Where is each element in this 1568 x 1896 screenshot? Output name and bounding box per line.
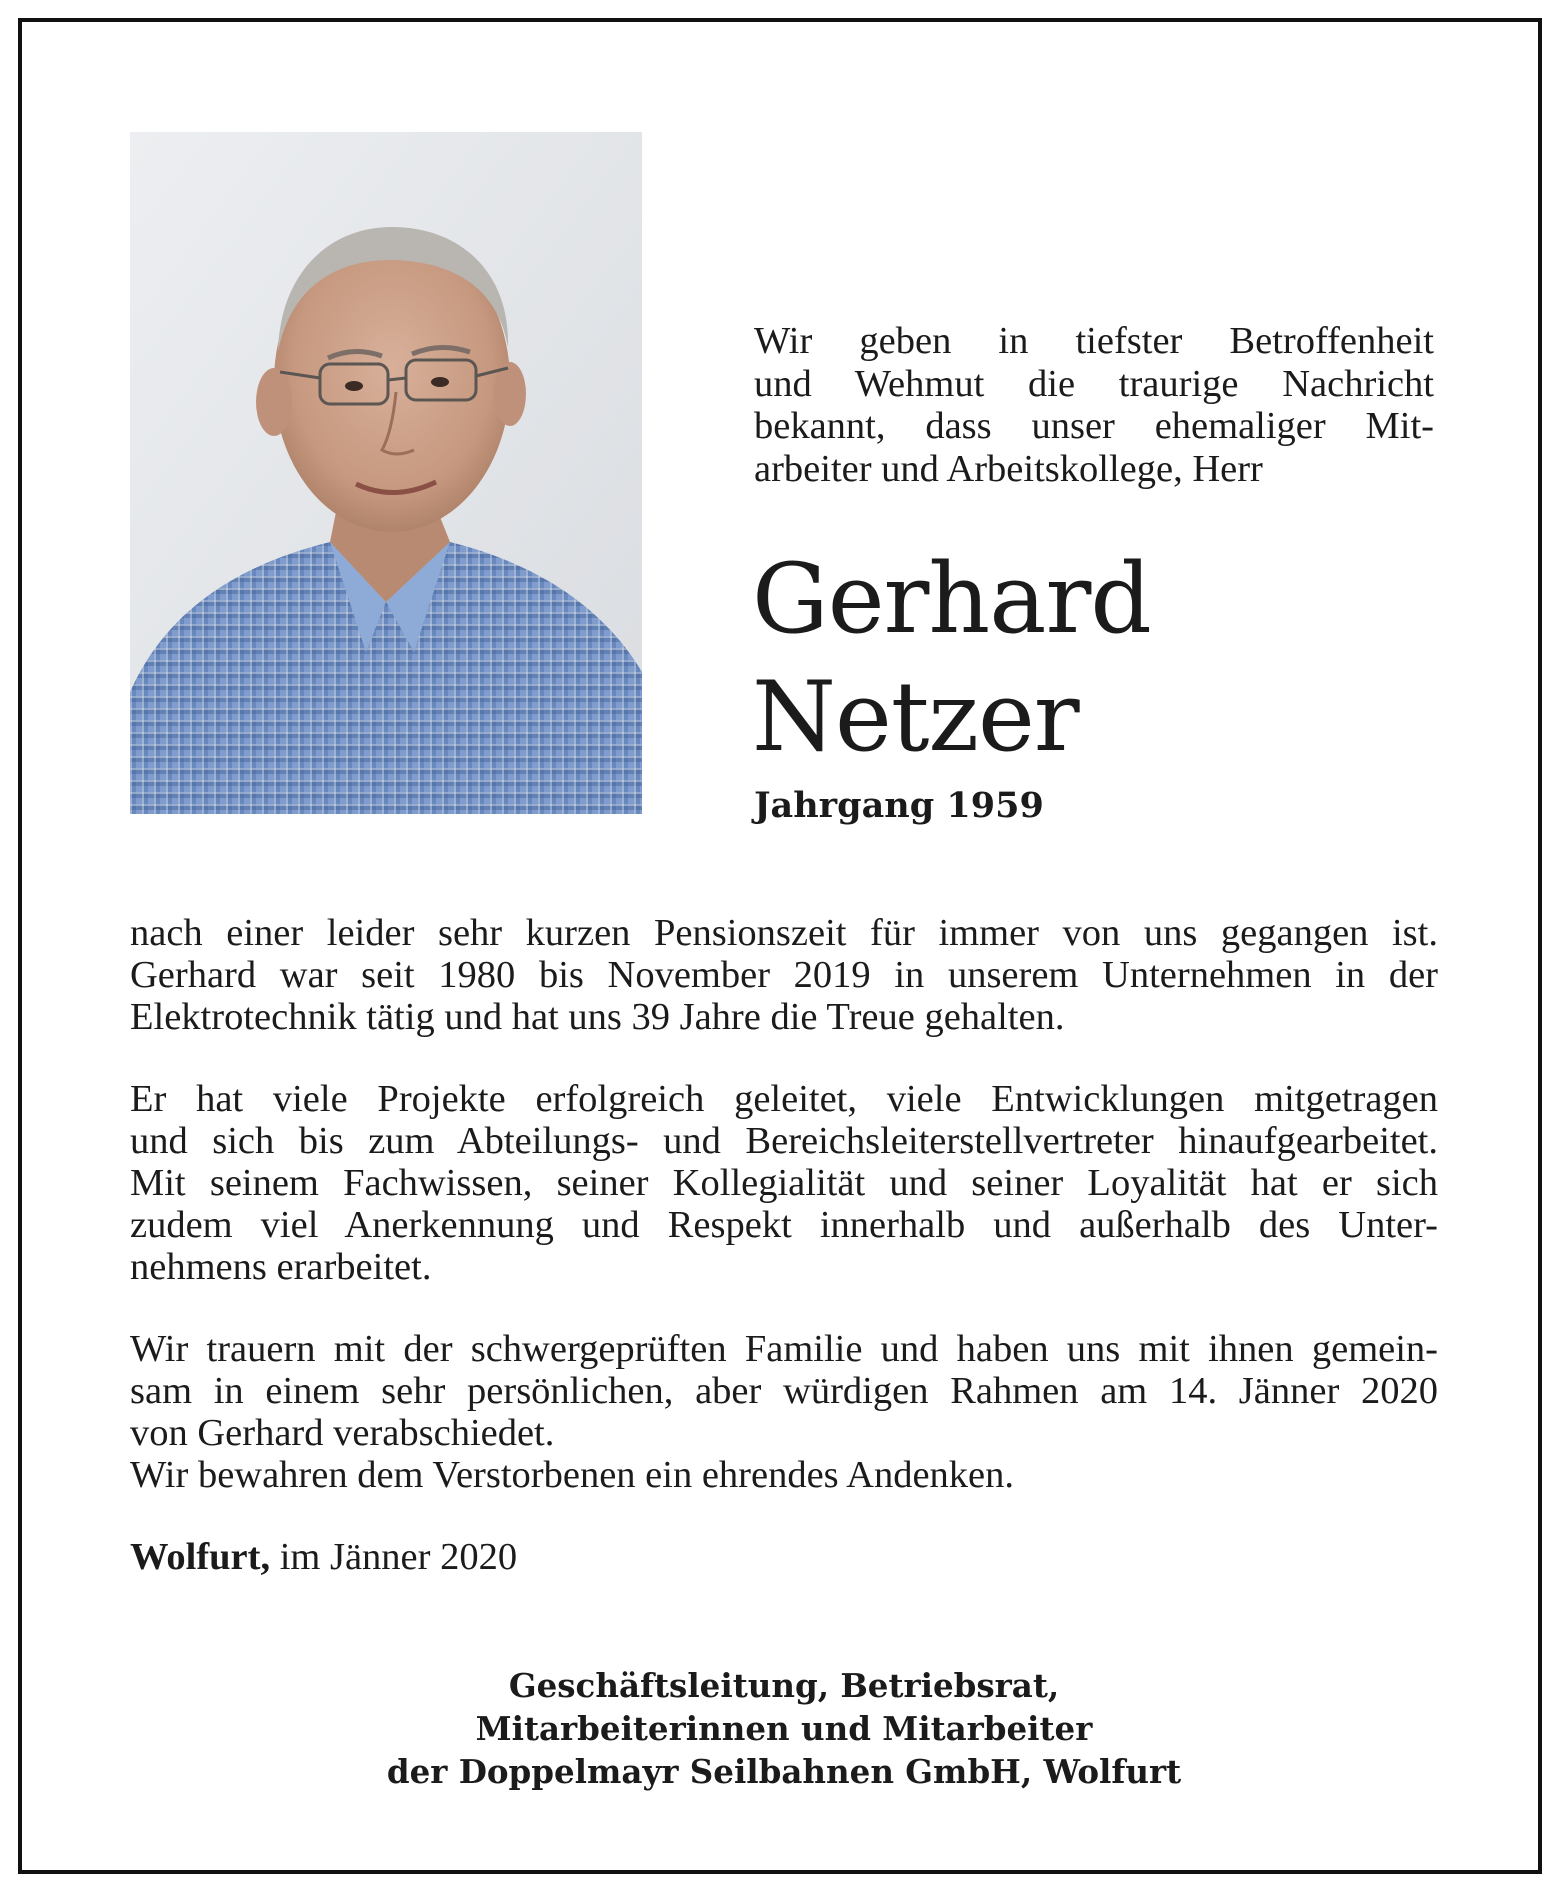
signature-line: der Doppelmayr Seilbahnen GmbH, Wolfurt — [386, 1752, 1182, 1791]
body-line: und sich bis zum Abteilungs- und Bereichsleiterstellvertreter hinaufgearbeitet. — [130, 1120, 1438, 1162]
intro-text — [754, 320, 1434, 490]
body-line: nehmens erarbeitet. — [130, 1246, 432, 1288]
body-line: nach einer leider sehr kurzen Pensionszeit für immer von uns gegangen ist. — [130, 912, 1438, 954]
intro-line: Wir geben in tiefster Betroffenheit — [754, 320, 1434, 362]
paragraph-3 — [130, 1328, 1438, 1496]
intro-line: bekannt, dass unser ehemaliger Mit- — [754, 405, 1434, 447]
body-line: Gerhard war seit 1980 bis November 2019 in unserem Unternehmen in der — [130, 954, 1438, 996]
obituary-body — [130, 912, 1438, 1578]
place: Wolfurt, — [130, 1536, 271, 1578]
body-line: von Gerhard verabschiedet. — [130, 1412, 555, 1454]
body-line: Elektrotechnik tätig und hat uns 39 Jahre die Treue gehalten. — [130, 996, 1065, 1038]
signature — [18, 1664, 1550, 1793]
body-line: Er hat viele Projekte erfolgreich geleitet, viele Entwicklungen mitgetragen — [130, 1078, 1438, 1120]
body-line: sam in einem sehr persönlichen, aber würdigen Rahmen am 14. Jänner 2020 — [130, 1370, 1438, 1412]
body-line: Wir trauern mit der schwergeprüften Familie und haben uns mit ihnen gemein- — [130, 1328, 1438, 1370]
signature-line: Mitarbeiterinnen und Mitarbeiter — [475, 1709, 1093, 1748]
signature-line: Geschäftsleitung, Betriebsrat, — [508, 1666, 1060, 1705]
intro-line: und Wehmut die traurige Nachricht — [754, 362, 1434, 405]
last-name: Netzer — [752, 661, 1079, 773]
place-date — [130, 1536, 1438, 1578]
portrait-photo — [130, 132, 642, 814]
first-name: Gerhard — [752, 543, 1151, 655]
body-line: zudem viel Anerkennung und Respekt innerhalb und außerhalb des Unter- — [130, 1204, 1438, 1246]
date: im Jänner 2020 — [270, 1536, 518, 1578]
deceased-name — [752, 540, 1151, 776]
body-line: Mit seinem Fachwissen, seiner Kollegialität und seiner Loyalität hat er sich — [130, 1162, 1438, 1204]
paragraph-1 — [130, 912, 1438, 1038]
intro-line: arbeiter und Arbeitskollege, Herr — [754, 447, 1263, 490]
paragraph-2 — [130, 1078, 1438, 1288]
body-line: Wir bewahren dem Verstorbenen ein ehrendes Andenken. — [130, 1454, 1014, 1496]
birth-year: Jahrgang 1959 — [754, 785, 1044, 826]
